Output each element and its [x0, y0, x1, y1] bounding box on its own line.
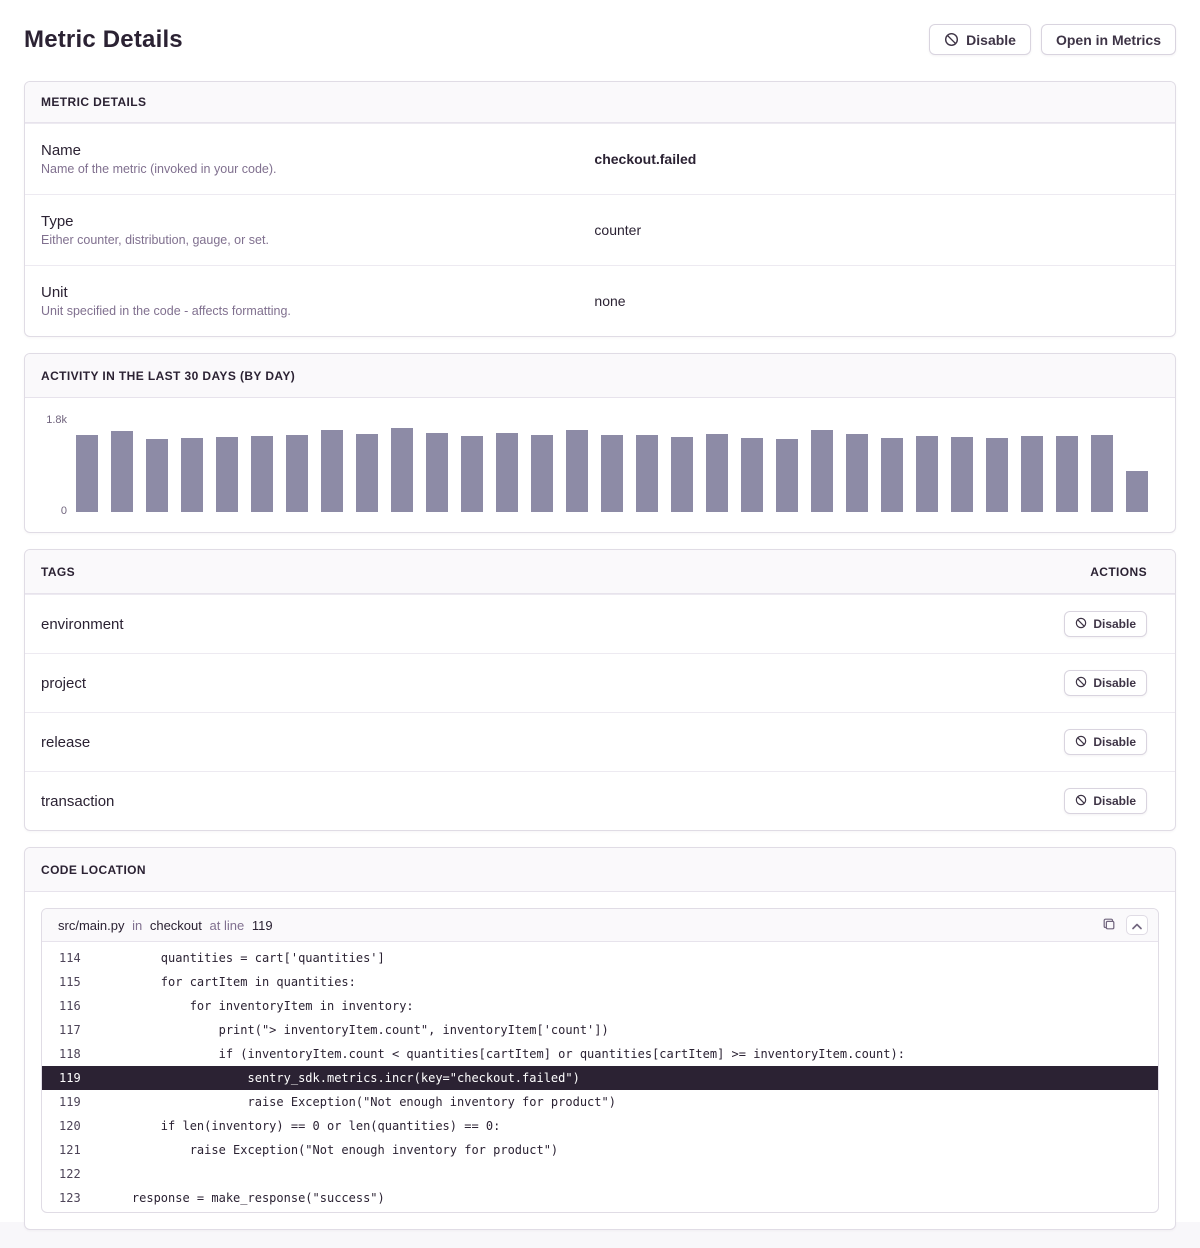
metric-detail-label: Type — [41, 213, 74, 230]
tag-name: project — [41, 674, 87, 692]
tag-name: transaction — [41, 792, 115, 810]
tag-row — [25, 653, 1175, 712]
metric-detail-row — [25, 194, 1175, 265]
activity-bar-chart — [25, 398, 1175, 532]
code-line-text: raise Exception("Not enough inventory for product") — [103, 1095, 616, 1109]
circle-slash-icon — [1075, 676, 1087, 691]
code-location-section-title: CODE LOCATION — [41, 862, 146, 877]
code-location-panel — [24, 847, 1176, 1230]
code-line-number-gutter: 120 — [59, 1119, 81, 1133]
code-line-number-gutter: 115 — [59, 975, 81, 989]
metric-detail-left — [41, 284, 594, 318]
copy-code-button[interactable] — [1100, 915, 1118, 936]
metric-details-section-title: METRIC DETAILS — [41, 95, 147, 109]
chevron-up-icon — [1132, 918, 1142, 933]
y-axis-max-label: 1.8k — [46, 414, 67, 426]
bar — [251, 436, 273, 512]
metric-details-panel — [24, 81, 1176, 337]
disable-button-label: Disable — [966, 31, 1016, 48]
bar — [461, 436, 483, 512]
bar — [286, 435, 308, 512]
metric-detail-left — [41, 142, 594, 176]
code-line-number: 119 — [251, 917, 273, 933]
bar — [1056, 436, 1078, 512]
code-line — [42, 1042, 1158, 1066]
disable-metric-button[interactable] — [929, 24, 1031, 55]
bar — [776, 439, 798, 512]
bar — [76, 435, 98, 512]
metric-detail-value: checkout.failed — [594, 151, 697, 167]
bar — [916, 436, 938, 512]
bar — [356, 434, 378, 512]
top-actions — [929, 24, 1176, 55]
tags-panel-header — [25, 550, 1175, 594]
bar — [146, 439, 168, 512]
code-line — [42, 1066, 1158, 1090]
top-bar — [24, 24, 1176, 55]
metric-detail-description: Name of the metric (invoked in your code). — [41, 162, 277, 176]
code-line-text: for cartItem in quantities: — [103, 975, 356, 989]
metric-detail-description: Unit specified in the code - affects formatting. — [41, 304, 291, 318]
bar — [321, 430, 343, 512]
code-line-text: print("> inventoryItem.count", inventoryItem['count']) — [103, 1023, 609, 1037]
code-line-text: raise Exception("Not enough inventory for product") — [103, 1143, 559, 1157]
bar — [881, 438, 903, 512]
code-line-number-gutter: 121 — [59, 1143, 81, 1157]
metric-detail-value: counter — [594, 222, 642, 238]
code-line-number-gutter: 119 — [59, 1071, 81, 1085]
bar — [391, 428, 413, 512]
code-breadcrumb — [58, 918, 277, 933]
bar — [671, 437, 693, 512]
bar — [566, 430, 588, 512]
code-line-text: if len(inventory) == 0 or len(quantities) == 0: — [103, 1119, 501, 1133]
code-line-text: if (inventoryItem.count < quantities[cartItem] or quantities[cartItem] >= inventoryItem.count): — [103, 1047, 905, 1061]
open-in-metrics-button[interactable] — [1041, 24, 1176, 55]
open-in-metrics-label: Open in Metrics — [1055, 31, 1161, 48]
bar — [636, 435, 658, 512]
metric-details-panel-header — [25, 82, 1175, 123]
code-function-name: checkout — [149, 917, 202, 933]
code-line — [42, 1138, 1158, 1162]
disable-tag-button-label: Disable — [1093, 794, 1136, 808]
disable-tag-button[interactable] — [1064, 611, 1147, 637]
circle-slash-icon — [1075, 617, 1087, 632]
tag-name: environment — [41, 615, 124, 633]
y-axis-min-label: 0 — [60, 505, 67, 517]
code-line-number-gutter: 114 — [59, 951, 81, 965]
activity-section-title: ACTIVITY IN THE LAST 30 DAYS (BY DAY) — [41, 368, 296, 383]
bar — [741, 438, 763, 512]
copy-icon — [1102, 917, 1116, 934]
code-line-text: for inventoryItem in inventory: — [103, 999, 414, 1013]
bar-chart-bars — [76, 421, 1148, 512]
bar — [181, 438, 203, 512]
tags-actions-title: ACTIONS — [1090, 564, 1147, 579]
bar — [986, 438, 1008, 512]
bar — [706, 434, 728, 512]
code-line-number-gutter: 118 — [59, 1047, 81, 1061]
bar — [531, 435, 553, 512]
code-line-number-gutter: 119 — [59, 1095, 81, 1109]
disable-tag-button-label: Disable — [1093, 735, 1136, 749]
code-line-text: response = make_response("success") — [103, 1191, 385, 1205]
bar — [811, 430, 833, 512]
bar — [496, 433, 518, 512]
metric-detail-row — [25, 265, 1175, 336]
collapse-code-button[interactable] — [1126, 915, 1148, 935]
code-in-word: in — [132, 917, 143, 933]
code-line — [42, 1186, 1158, 1210]
bar — [1091, 435, 1113, 512]
circle-slash-icon — [1075, 735, 1087, 750]
tag-row — [25, 594, 1175, 653]
code-line — [42, 1090, 1158, 1114]
bar — [426, 433, 448, 512]
code-line — [42, 970, 1158, 994]
tags-section-title: TAGS — [41, 564, 76, 579]
code-line — [42, 946, 1158, 970]
metric-detail-value: none — [594, 293, 626, 309]
disable-tag-button[interactable] — [1064, 670, 1147, 696]
disable-tag-button-label: Disable — [1093, 617, 1136, 631]
bar — [111, 431, 133, 512]
code-line — [42, 994, 1158, 1018]
code-line — [42, 1114, 1158, 1138]
code-line-text: quantities = cart['quantities'] — [103, 951, 385, 965]
circle-slash-icon — [1075, 794, 1087, 809]
code-location-panel-header — [25, 848, 1175, 892]
code-line — [42, 1018, 1158, 1042]
metric-detail-left — [41, 213, 594, 247]
code-file-name: src/main.py — [58, 917, 125, 933]
code-line-number-gutter: 117 — [59, 1023, 81, 1037]
code-snippet-header — [42, 909, 1158, 942]
page-title: Metric Details — [24, 25, 183, 53]
code-line-text: sentry_sdk.metrics.incr(key="checkout.failed") — [103, 1071, 580, 1085]
disable-tag-button[interactable] — [1064, 729, 1147, 755]
bar — [846, 434, 868, 512]
bar — [1021, 436, 1043, 512]
bar — [1126, 471, 1148, 512]
activity-panel — [24, 353, 1176, 533]
code-lines — [42, 942, 1158, 1212]
activity-panel-header — [25, 354, 1175, 398]
tag-row — [25, 712, 1175, 771]
code-line-number-gutter: 123 — [59, 1191, 81, 1205]
metric-detail-label: Unit — [41, 284, 68, 301]
code-at-line-words: at line — [209, 917, 245, 933]
code-line — [42, 1162, 1158, 1186]
tag-name: release — [41, 733, 91, 751]
metric-detail-label: Name — [41, 142, 82, 159]
metric-detail-row — [25, 123, 1175, 194]
code-line-number-gutter: 116 — [59, 999, 81, 1013]
bar — [216, 437, 238, 512]
bar — [951, 437, 973, 512]
disable-tag-button-label: Disable — [1093, 676, 1136, 690]
circle-slash-icon — [944, 32, 959, 47]
bar — [601, 435, 623, 512]
metric-detail-description: Either counter, distribution, gauge, or set. — [41, 233, 269, 247]
disable-tag-button[interactable] — [1064, 788, 1147, 814]
tags-panel — [24, 549, 1176, 831]
code-line-number-gutter: 122 — [59, 1167, 81, 1181]
tag-row — [25, 771, 1175, 830]
code-snippet-box — [41, 908, 1159, 1213]
